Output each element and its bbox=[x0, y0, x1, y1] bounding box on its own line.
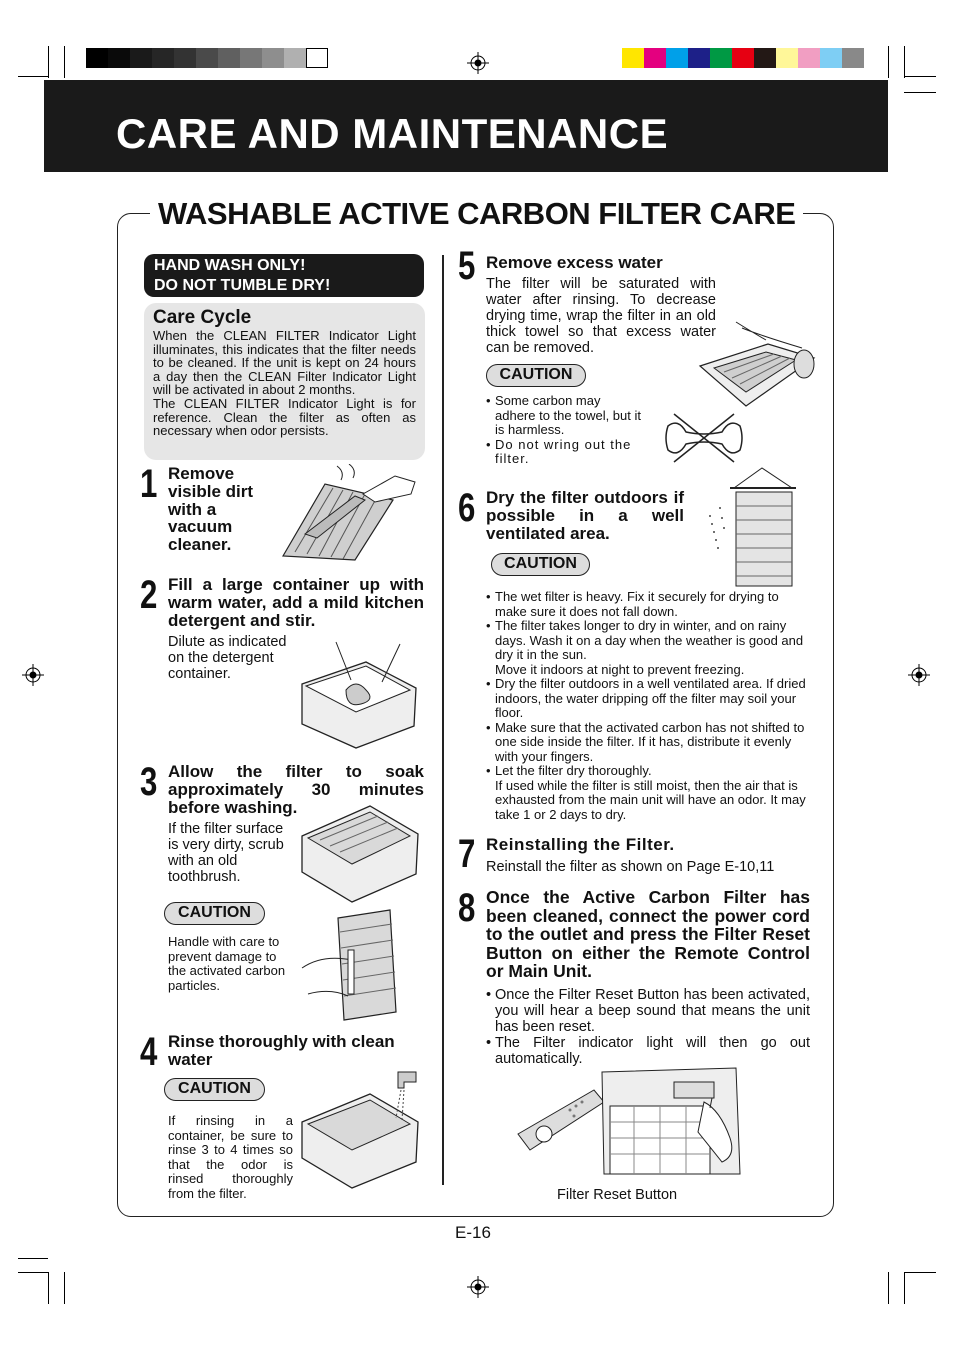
step-3-caution-text: Handle with care to prevent damage to the activated carbon particles. bbox=[168, 934, 286, 993]
step-6-bullet-2 bbox=[486, 619, 810, 677]
step-3-number: 3 bbox=[140, 760, 158, 804]
notice-line-2: DO NOT TUMBLE DRY! bbox=[154, 277, 331, 294]
step-2-number: 2 bbox=[140, 573, 158, 617]
container-illustration bbox=[296, 640, 420, 750]
step-8-heading: Once the Active Carbon Filter has been cleaned, connect the power cord to the outlet and press the Filter Reset Button on either the Remote Control or Main Unit. bbox=[486, 887, 810, 981]
page-title: CARE AND MAINTENANCE bbox=[116, 110, 669, 157]
step-6-heading: Dry the filter outdoors if possible in a well ventilated area. bbox=[486, 488, 684, 543]
step-8-bullet-2: • The Filter indicator light will then go out automatically. bbox=[486, 1035, 810, 1067]
step-8-number: 8 bbox=[458, 886, 476, 930]
step-2-text: Dilute as indicated on the detergent container. bbox=[168, 634, 287, 682]
step-8-bullet-1: • Once the Filter Reset Button has been activated, you will hear a beep sound that means the unit has been reset. bbox=[486, 987, 810, 1035]
remote-and-unit-illustration bbox=[514, 1062, 750, 1178]
registration-mark-icon bbox=[467, 1276, 489, 1298]
step-6-bullet-2-text: • The filter takes longer to dry in winter, and on rainy days. Wash it on a day when the weather is good and dry it in the sun. bbox=[495, 618, 804, 662]
step-6-bullet-5 bbox=[486, 764, 810, 822]
step-4-heading: Rinse thoroughly with clean water bbox=[168, 1032, 395, 1069]
no-wringing-icon bbox=[664, 412, 744, 464]
step-8-list bbox=[486, 987, 810, 1067]
step-6-caution-list bbox=[486, 590, 810, 822]
notice-line-1: HAND WASH ONLY! bbox=[154, 257, 306, 274]
step-3-heading: Allow the filter to soak approximately 30 minutes before washing. bbox=[168, 762, 424, 817]
step-6-bullet-5-extra: If used while the filter is still moist, then the air that is exhausted from the main unit will have an odor. It may take 1 or 2 days to dry. bbox=[495, 777, 806, 822]
section-title: WASHABLE ACTIVE CARBON FILTER CARE bbox=[150, 196, 803, 232]
registration-mark-icon bbox=[22, 664, 44, 686]
step-6-caution-badge: CAUTION bbox=[491, 553, 590, 576]
care-cycle-box bbox=[144, 303, 425, 460]
step-5-caution-list bbox=[486, 394, 643, 467]
step-1-heading: Remove visible dirt with a vacuum cleaner. bbox=[168, 464, 254, 555]
care-cycle-paragraph-2: The CLEAN FILTER Indicator Light is for reference. Clean the filter as often as necessary when odor persists. bbox=[153, 395, 416, 439]
care-cycle-paragraph-1: When the CLEAN FILTER Indicator Light illuminates, this indicates that the filter needs to be cleaned. If the unit is kept on 24 hours a day then the CLEAN Filter Indicator Light will be activated in about 2 months. bbox=[153, 328, 416, 398]
step-2-heading: Fill a large container up with warm water, add a mild kitchen detergent and stir. bbox=[168, 575, 424, 630]
rinse-faucet-illustration bbox=[298, 1066, 422, 1190]
step-5-bullet-1: • Some carbon may adhere to the towel, but it is harmless. bbox=[486, 394, 643, 438]
step-7-number: 7 bbox=[458, 832, 476, 876]
step-1-number: 1 bbox=[140, 462, 158, 506]
step-4-number: 4 bbox=[140, 1030, 158, 1074]
step-6-bullet-2-extra: Move it indoors at night to prevent freezing. bbox=[495, 661, 745, 677]
step-5-text: The filter will be saturated with water after rinsing. To decrease drying time, wrap the filter in an old thick towel so that excess water can be removed. bbox=[486, 276, 716, 356]
step-5-caution-badge: CAUTION bbox=[486, 364, 586, 387]
step-4-caution-badge: CAUTION bbox=[164, 1078, 265, 1101]
step-3-caution-badge: CAUTION bbox=[164, 902, 265, 925]
page-number: E-16 bbox=[455, 1223, 491, 1242]
hand-wash-notice bbox=[144, 254, 424, 297]
care-cycle-title: Care Cycle bbox=[153, 307, 252, 328]
registration-mark-icon bbox=[908, 664, 930, 686]
step-5-heading: Remove excess water bbox=[486, 253, 663, 272]
towel-wrap-illustration bbox=[696, 318, 820, 410]
step-5-bullet-2: • Do not wring out the filter. bbox=[486, 438, 643, 467]
step-6-bullet-5-text: • Let the filter dry thoroughly. bbox=[495, 763, 652, 778]
registration-mark-icon bbox=[467, 52, 489, 74]
step-7-text: Reinstall the filter as shown on Page E-10,11 bbox=[486, 859, 775, 875]
column-divider bbox=[442, 255, 444, 1185]
step-6-bullet-3: • Dry the filter outdoors in a well ventilated area. If dried indoors, the water dripping off the filter may soil your floor. bbox=[486, 677, 810, 721]
vacuum-filter-illustration bbox=[275, 464, 425, 564]
step-6-bullet-1: • The wet filter is heavy. Fix it securely for drying to make sure it does not fall down. bbox=[486, 590, 810, 619]
step-7-heading: Reinstalling the Filter. bbox=[486, 835, 675, 854]
step-6-bullet-4: • Make sure that the activated carbon has not shifted to one side inside the filter. If it has, distribute it evenly with your fingers. bbox=[486, 721, 810, 765]
toothbrush-scrub-illustration bbox=[298, 908, 422, 1024]
step-3-text: If the filter surface is very dirty, scrub with an old toothbrush. bbox=[168, 821, 284, 885]
step-4-caution-text: If rinsing in a container, be sure to rinse 3 to 4 times so that the odor is rinsed thoroughly from the filter. bbox=[168, 1113, 293, 1201]
filter-reset-caption: Filter Reset Button bbox=[557, 1187, 678, 1203]
hanging-filter-illustration bbox=[700, 462, 810, 588]
step-6-number: 6 bbox=[458, 486, 476, 530]
soaking-tub-illustration bbox=[298, 800, 422, 904]
step-5-number: 5 bbox=[458, 244, 476, 288]
